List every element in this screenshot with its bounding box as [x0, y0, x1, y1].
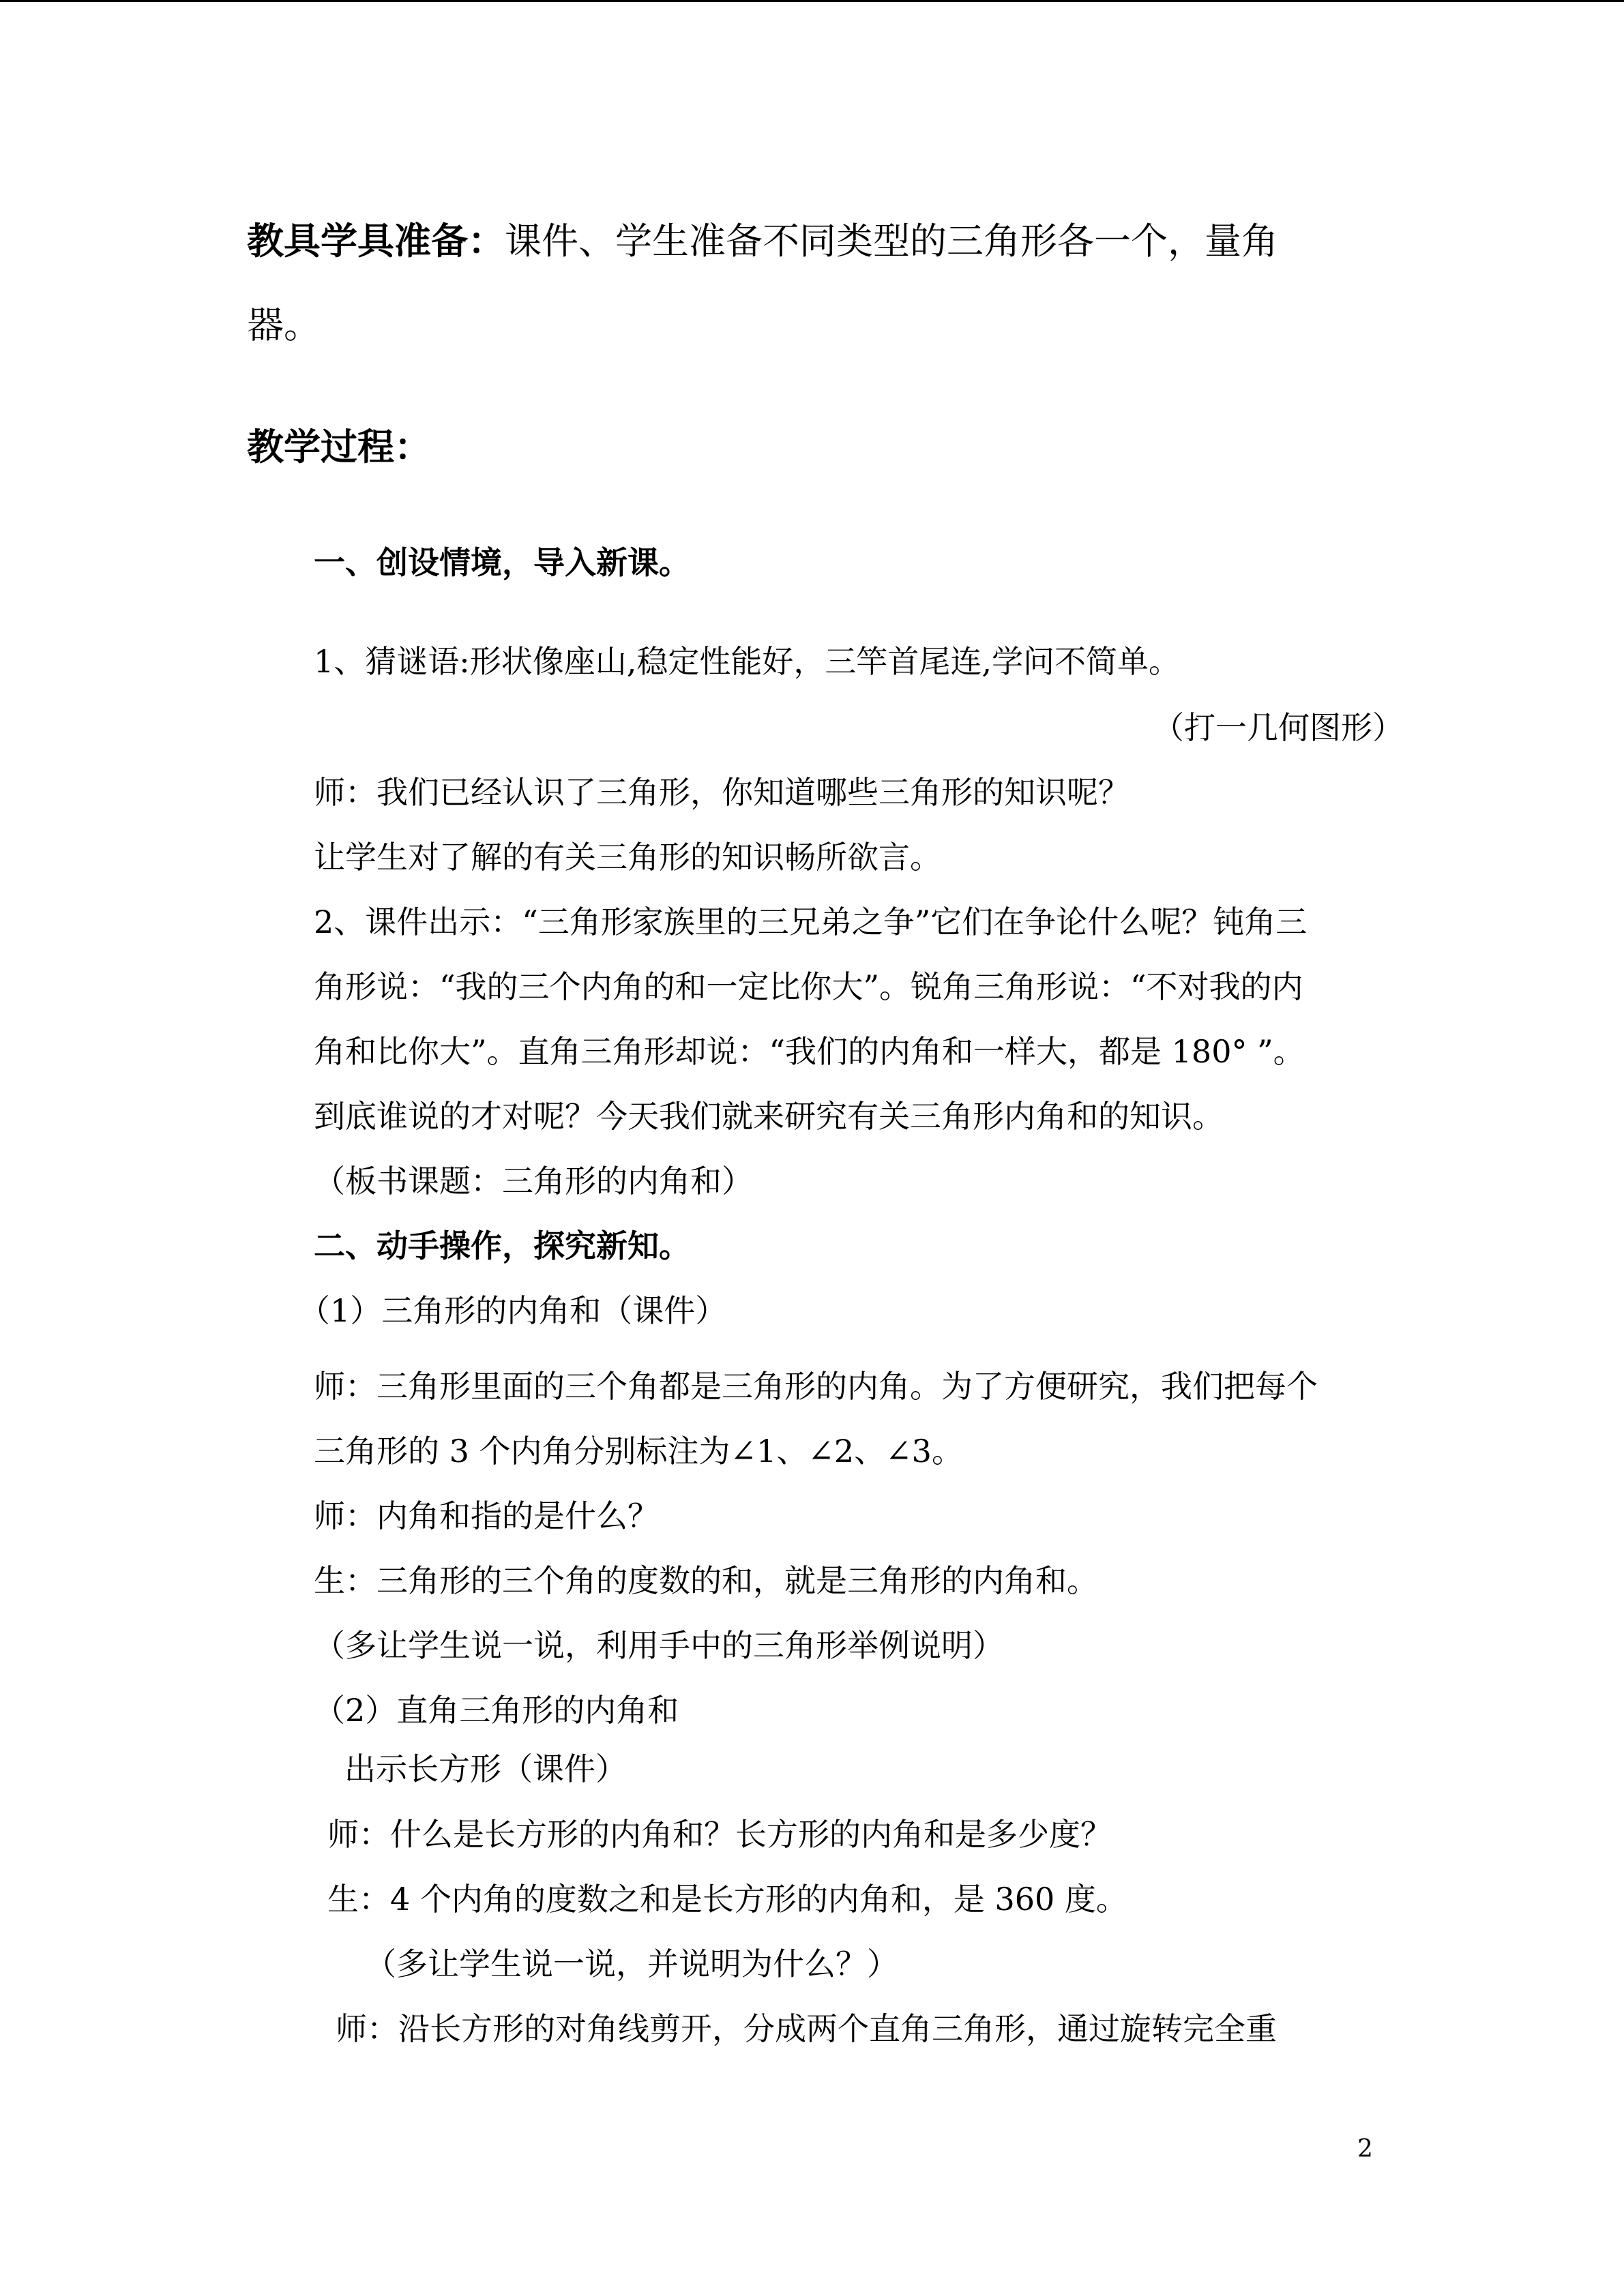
page-number: 2 [1357, 2135, 1373, 2163]
section2-heading: 二、动手操作，探究新知。 [314, 1227, 690, 1264]
riddle-text: 1、猜谜语:形状像座山,稳定性能好，三竿首尾连,学问不简单。 [314, 643, 1181, 680]
teacher-line-4: 师：什么是长方形的内角和？长方形的内角和是多少度？ [327, 1816, 1112, 1853]
subsection-1: （1）三角形的内角和（课件） [299, 1292, 727, 1329]
note-line-1: （多让学生说一说，利用手中的三角形举例说明） [314, 1627, 1004, 1664]
prep-text: 课件、学生准备不同类型的三角形各一个，量角 [505, 220, 1278, 263]
show-rectangle: 出示长方形（课件） [344, 1750, 627, 1787]
courseware-line-1: 2、课件出示：“三角形家族里的三兄弟之争”它们在争论什么呢？钝角三 [314, 904, 1308, 940]
courseware-line-4: 到底谁说的才对呢？今天我们就来研究有关三角形内角和的知识。 [314, 1098, 1224, 1135]
teacher-line-3: 师：内角和指的是什么？ [314, 1497, 659, 1534]
note-line-2: （多让学生说一说，并说明为什么？） [365, 1945, 898, 1982]
prep-text-continued: 器。 [247, 303, 321, 346]
riddle-hint: （打一几何图形） [1153, 709, 1404, 746]
teacher-line-1: 师：我们已经认识了三角形，你知道哪些三角形的知识呢？ [314, 774, 1130, 811]
student-line-4: 生：4 个内角的度数之和是长方形的内角和，是 360 度。 [327, 1881, 1127, 1918]
teacher-line-2b: 三角形的 3 个内角分别标注为∠1、∠2、∠3。 [314, 1433, 963, 1470]
prep-label: 教具学具准备： [247, 219, 505, 263]
student-line-3: 生：三角形的三个角的度数的和，就是三角形的内角和。 [314, 1562, 1098, 1599]
subsection-2: （2）直角三角形的内角和 [314, 1692, 679, 1729]
teacher-line-5: 师：沿长方形的对角线剪开，分成两个直角三角形，通过旋转完全重 [336, 2010, 1277, 2047]
prep-line [247, 217, 1278, 265]
courseware-line-2: 角形说：“我的三个内角的和一定比你大”。锐角三角形说：“不对我的内 [314, 968, 1303, 1005]
top-border-rule [0, 0, 1624, 2]
courseware-line-3: 角和比你大”。直角三角形却说：“我们的内角和一样大，都是 180° ”。 [314, 1033, 1305, 1070]
board-title: （板书课题：三角形的内角和） [314, 1163, 753, 1199]
process-heading: 教学过程： [247, 425, 431, 468]
section1-heading: 一、创设情境，导入新课。 [314, 544, 690, 581]
teacher-line-2a: 师：三角形里面的三个角都是三角形的内角。为了方便研究，我们把每个 [314, 1368, 1318, 1405]
students-line-1: 让学生对了解的有关三角形的知识畅所欲言。 [314, 839, 941, 876]
